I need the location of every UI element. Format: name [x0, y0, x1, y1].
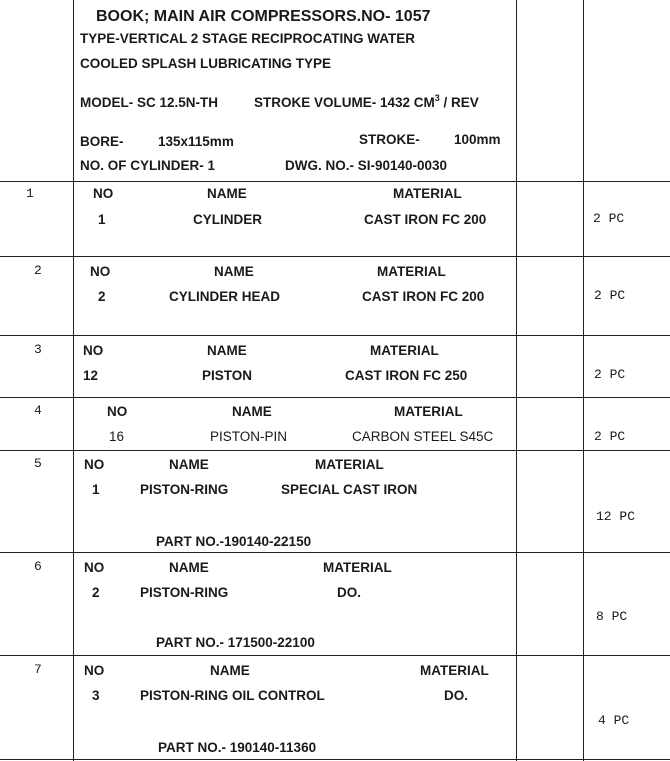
stroke-volume [254, 93, 479, 110]
col-line-1 [73, 0, 74, 761]
row-no: 2 [92, 585, 100, 600]
col-header-no: NO [84, 560, 105, 575]
col-header-no: NO [107, 404, 128, 419]
type-line-1: TYPE-VERTICAL 2 STAGE RECIPROCATING WATER [80, 31, 416, 46]
col-header-no: NO [84, 663, 105, 678]
col-header-no: NO [84, 457, 105, 472]
col-header-name: NAME [207, 343, 247, 358]
col-header-name: NAME [169, 457, 209, 472]
row-no: 3 [92, 688, 100, 703]
col-header-material: MATERIAL [394, 404, 463, 419]
number-of-cylinders: NO. OF CYLINDER- 1 [80, 158, 216, 173]
col-header-material: MATERIAL [315, 457, 384, 472]
row-no: 16 [109, 429, 125, 444]
row-quantity: 2 PC [593, 211, 625, 226]
col-header-material: MATERIAL [377, 264, 446, 279]
row-name: PISTON [202, 368, 253, 383]
row-index: 2 [34, 263, 42, 278]
row-name: PISTON-PIN [210, 429, 288, 444]
row-index: 5 [34, 456, 42, 471]
bore-label: BORE- [80, 134, 124, 149]
row-material: DO. [337, 585, 362, 600]
row-line-bottom [0, 759, 670, 760]
row-no: 1 [92, 482, 100, 497]
drawing-number: DWG. NO.- SI-90140-0030 [285, 158, 448, 173]
row-index: 1 [26, 186, 34, 201]
col-header-material: MATERIAL [420, 663, 489, 678]
row-material: CAST IRON FC 200 [364, 212, 487, 227]
row-line-1 [0, 256, 670, 257]
col-header-name: NAME [232, 404, 272, 419]
col-header-material: MATERIAL [393, 186, 462, 201]
col-header-no: NO [83, 343, 104, 358]
row-index: 7 [34, 662, 42, 677]
row-material: CAST IRON FC 200 [362, 289, 485, 304]
row-quantity: 8 PC [596, 609, 628, 624]
row-index: 3 [34, 342, 42, 357]
stroke-value: 100mm [454, 132, 501, 147]
row-part-number: PART NO.- 190140-11360 [158, 740, 317, 755]
row-part-number: PART NO.-190140-22150 [156, 534, 312, 549]
row-no: 1 [98, 212, 106, 227]
row-line-5 [0, 552, 670, 553]
stroke-volume-text: STROKE VOLUME- 1432 CM [254, 95, 435, 110]
row-line-2 [0, 335, 670, 336]
type-line-2: COOLED SPLASH LUBRICATING TYPE [80, 56, 332, 71]
row-line-header [0, 181, 670, 182]
row-name: CYLINDER [193, 212, 263, 227]
model: MODEL- SC 12.5N-TH [80, 95, 219, 110]
row-name: CYLINDER HEAD [169, 289, 281, 304]
row-material: CAST IRON FC 250 [345, 368, 468, 383]
row-material: DO. [444, 688, 469, 703]
col-line-3 [583, 0, 584, 761]
row-quantity: 2 PC [594, 367, 626, 382]
row-part-number: PART NO.- 171500-22100 [156, 635, 315, 650]
col-header-material: MATERIAL [323, 560, 392, 575]
stroke-volume-sup: 3 [434, 93, 440, 103]
row-no: 12 [83, 368, 99, 383]
col-header-name: NAME [210, 663, 250, 678]
col-header-name: NAME [169, 560, 209, 575]
title-serial-no: S.NO- 1057 [346, 8, 431, 25]
stroke-label: STROKE- [359, 132, 420, 147]
row-material: CARBON STEEL S45C [352, 429, 494, 444]
col-line-2 [516, 0, 517, 761]
title-book: BOOK; MAIN AIR COMPRESSOR [96, 8, 347, 25]
col-header-name: NAME [214, 264, 254, 279]
row-index: 4 [34, 403, 42, 418]
row-quantity: 12 PC [596, 509, 636, 524]
row-material: SPECIAL CAST IRON [281, 482, 418, 497]
stroke-volume-unit: / REV [439, 95, 479, 110]
row-name: PISTON-RING OIL CONTROL [140, 688, 325, 703]
row-index: 6 [34, 559, 42, 574]
row-name: PISTON-RING [140, 482, 229, 497]
row-quantity: 2 PC [594, 288, 626, 303]
row-quantity: 4 PC [598, 713, 630, 728]
row-name: PISTON-RING [140, 585, 229, 600]
col-header-material: MATERIAL [370, 343, 439, 358]
row-line-4 [0, 450, 670, 451]
row-quantity: 2 PC [594, 429, 626, 444]
bore-value: 135x115mm [158, 134, 234, 149]
row-no: 2 [98, 289, 106, 304]
col-header-no: NO [90, 264, 111, 279]
row-line-3 [0, 397, 670, 398]
col-header-no: NO [93, 186, 114, 201]
row-line-6 [0, 655, 670, 656]
col-header-name: NAME [207, 186, 247, 201]
